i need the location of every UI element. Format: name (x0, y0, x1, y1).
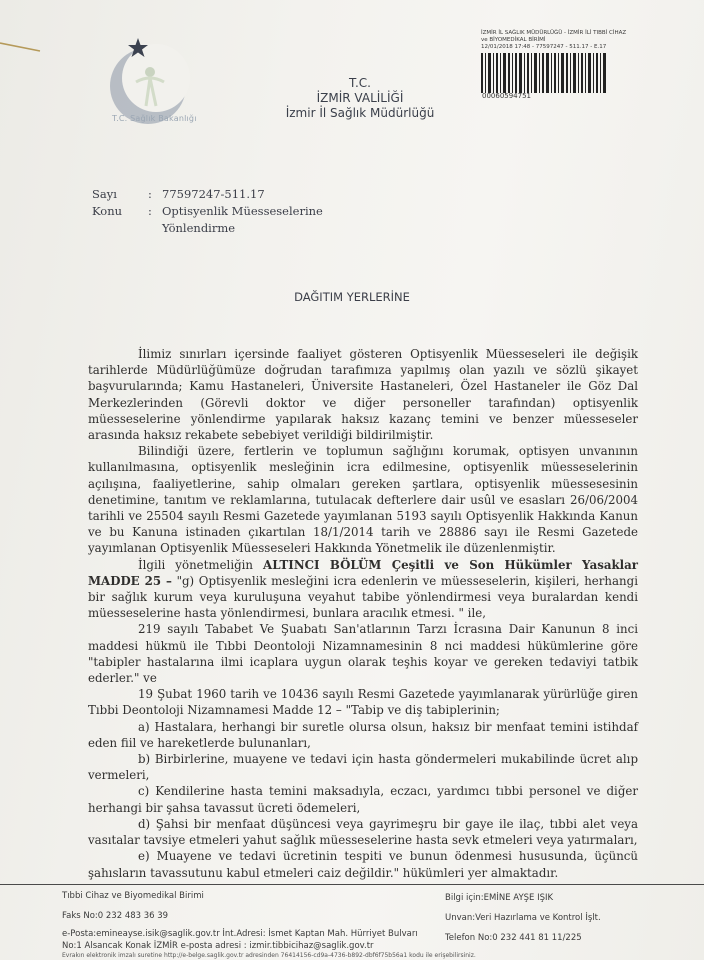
konu-value: Optisyenlik Müesseselerine Yönlendirme (162, 204, 323, 235)
paragraph-3-bold: ALTINCI BÖLÜM Çeşitli ve Son Hükümler Yasaklar MADDE 25 – (88, 557, 639, 588)
footer-verify: Evrakın elektronik imzalı suretine http://e-belge.saglik.gov.tr adresinden 76414156-cd9a-4736-b892-dbf6f75b56a1 kodu ile erişebilirsiniz. (62, 952, 476, 959)
paragraph-3 (88, 557, 638, 622)
letter-body (88, 346, 638, 881)
footer-email: e-Posta:emineayse.isik@saglik.gov.tr İnt.Adresi: İsmet Kaptan Mah. Hürriyet Bulvarı (62, 929, 418, 939)
letterhead (260, 76, 460, 121)
paragraph-3-end: "g) Optisyenlik mesleğini icra edenlerin ve müesseselerin, kişileri, herhangi bir sağlık kurum veya kuruluşuna veyahut tabibe yönlendirmesi veya buralardan kendi müesseselerine hasta yönlendirmesi, bunlara aracılık etmesi. " ile, (88, 573, 638, 621)
sayi-label: Sayı (92, 187, 117, 201)
header-valilik: İZMİR VALİLİĞİ (316, 91, 404, 105)
footer-unit: Tıbbi Cihaz ve Biyomedikal Birimi (62, 891, 204, 901)
item-c: c) Kendilerine hasta temini maksadıyla, eczacı, yardımcı tıbbi personel ve diğer herhangi bir şahsa tavassut ücreti ödemeleri, (88, 784, 638, 815)
paragraph-3-start: İlgili yönetmeliğin (138, 557, 264, 572)
paragraph-5: 19 Şubat 1960 tarih ve 10436 sayılı Resmi Gazetede yayımlanarak yürürlüğe giren Tıbbi Deontoloji Nizamnamesi Madde 12 – "Tabip ve diş tabiplerinin; (88, 687, 638, 718)
document-meta: Sayı : 77597247-511.17 Konu : Optisyenlik Müesseselerine Yönlendirme (92, 186, 382, 237)
distribution-heading: DAĞITIM YERLERİNE (294, 290, 410, 304)
stamp-line-1: İZMİR İL SAĞLIK MÜDÜRLÜĞÜ - İZMİR İLİ TIBBİ CİHAZ (481, 30, 627, 36)
registry-stamp (481, 30, 686, 100)
konu-label: Konu (92, 204, 123, 218)
item-a: a) Hastalara, herhangi bir suretle olursa olsun, haksız bir menfaat temini istihdaf eden fiil ve hareketlerde bulunanları, (88, 719, 638, 750)
header-mudurluk: İzmir İl Sağlık Müdürlüğü (285, 106, 435, 120)
stamp-line-2: ve BİYOMEDİKAL BİRİMİ (481, 37, 546, 43)
header-tc: T.C. (349, 76, 371, 90)
footer-fax: Faks No:0 232 483 36 39 (62, 911, 169, 921)
item-d: d) Şahsi bir menfaat düşüncesi veya gayrimeşru bir gaye ile ilaç, tıbbi alet veya vasıtalar tavsiye etmeleri yahut sağlık müesseselerine hasta sevk etmeleri veya yatırmaları, (88, 816, 638, 848)
footer-address: No:1 Alsancak Konak İZMİR e-posta adresi : izmir.tibbicihaz@saglik.gov.tr (62, 941, 374, 951)
barcode-number: 00060594751 (482, 92, 531, 100)
barcode-icon (481, 53, 606, 93)
pen-mark-icon (0, 40, 42, 54)
footer-unvan: Unvan:Veri Hazırlama ve Kontrol İşlt. (445, 913, 601, 923)
paragraph-2: Bilindiği üzere, fertlerin ve toplumun sağlığını korumak, optisyen unvanının kullanılmasına, optisyenlik mesleğinin icra edilmesine, optisyenlik müesseselerinin açılışına, faaliyetlerine, sahip olmaları gereken şartlara, optisyenlik müessesesinin denetimine, tanıtım ve reklamlarına, tutulacak defterlere dair usûl ve esasları 26/06/2004 tarihli ve 25504 sayılı Resmi Gazetede yayımlanan 5193 sayılı Optisyenlik Hakkında Kanun ve bu Kanuna istinaden çıkartılan 18/1/2014 tarih ve 28886 sayı ile Resmi Gazetede yayımlanan Optisyenlik Müesseseleri Hakkında Yönetmelik ile düzenlenmiştir. (88, 444, 638, 556)
sayi-value: 77597247-511.17 (162, 187, 265, 201)
footer-bilgi: Bilgi için:EMİNE AYŞE IŞIK (445, 893, 554, 903)
logo-text: T.C. Sağlık Bakanlığı (112, 114, 197, 123)
paragraph-4: 219 sayılı Tababet Ve Şuabatı San'atlarının Tarzı İcrasına Dair Kanunun 8 inci maddesi hükmü ile Tıbbi Deontoloji Nizamnamesinin 8 nci maddesi hükümlerine göre "tabipler hastalarına ilmi icaplara uygun olarak teşhis koyar ve gereken tedaviyi tatbik ederler." ve (88, 622, 638, 686)
footer (0, 884, 704, 960)
item-b: b) Birbirlerine, muayene ve tedavi için hasta göndermeleri mukabilinde ücret alıp vermeleri, (88, 752, 638, 783)
stamp-line-3: 12/01/2018 17:48 - 77597247 - 511.17 - E.17 (481, 44, 607, 50)
footer-tel: Telefon No:0 232 441 81 11/225 (445, 933, 582, 943)
item-e: e) Muayene ve tedavi ücretinin tespiti ve bunun ödenmesi hususunda, üçüncü şahısların tavassutunu kabul etmeleri caiz değildir." hükümleri yer almaktadır. (88, 849, 638, 880)
paragraph-1: İlimiz sınırları içersinde faaliyet gösteren Optisyenlik Müesseseleri ile değişik tarihlerde Müdürlüğümüze doğrudan tarafımıza yapılmış olan yazılı ve sözlü şikayet başvurularında; Kamu Hastaneleri, Üniversite Hastaneleri, Özel Hastaneler ile Göz Dal Merkezlerinden (Görevli doktor ve diğer personeller tarafından) optisyenlik müesseselerine yönlendirme yapılarak haksız kazanç temini ve benzer müesseseler arasında haksız rekabete sebebiyet verildiği bildirilmiştir. (88, 347, 638, 443)
